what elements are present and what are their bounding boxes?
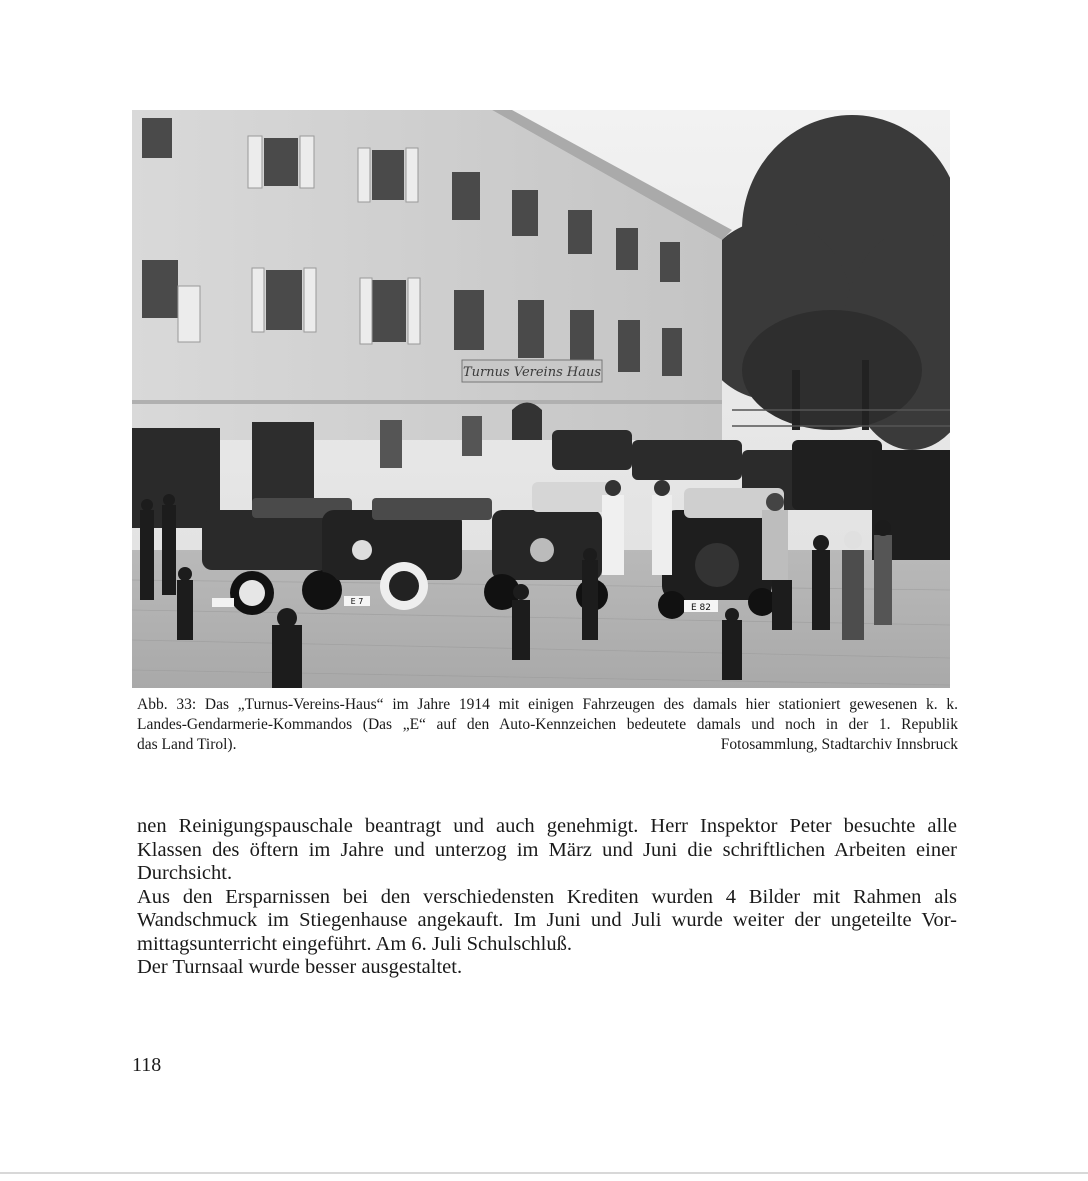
- page-number: 118: [132, 1054, 162, 1076]
- historic-photograph: [132, 110, 950, 688]
- photo-credit: Fotosammlung, Stadtarchiv Innsbruck: [720, 736, 958, 753]
- body-text: [137, 815, 957, 980]
- paragraph-2-line-2: Wandschmuck im Stiegenhause angekauft. Im Juni und Juli wurde weiter der ungeteilte Vor-: [137, 909, 957, 931]
- figure-caption: [137, 695, 958, 755]
- facade-sign: Turnus Vereins Haus: [462, 365, 602, 380]
- paragraph-1-line-3: Durchsicht.: [137, 862, 233, 884]
- caption-line-2: Landes-Gendarmerie-Kommandos (Das „E“ auf den Auto-Kennzeichen bedeutete damals und noch in der 1. Republik: [137, 716, 958, 733]
- paragraph-1: [137, 815, 957, 886]
- paragraph-1-line-1: nen Reinigungspauschale beantragt und auch genehmigt. Herr Inspektor Peter besuchte alle: [137, 815, 957, 837]
- license-plate-2: E 7: [350, 597, 364, 606]
- caption-line-1: Abb. 33: Das „Turnus-Vereins-Haus“ im Jahre 1914 mit einigen Fahrzeugen des damals hier stationiert gewesenen k. k.: [137, 696, 958, 713]
- paragraph-1-line-2: Klassen des öftern im Jahre und unterzog im März und Juni die schriftlichen Arbeiten einer: [137, 838, 957, 861]
- paragraph-2-line-3: mittagsunterricht eingeführt. Am 6. Juli Schulschluß.: [137, 932, 572, 955]
- caption-end: das Land Tirol).: [137, 736, 237, 753]
- caption-line-3: [137, 735, 958, 755]
- license-plate-1: E 82: [691, 603, 711, 613]
- paragraph-3-line-1: Der Turnsaal wurde besser ausgestaltet.: [137, 956, 463, 978]
- scan-edge-line: [0, 1172, 1088, 1174]
- paragraph-2-line-1: Aus den Ersparnissen bei den verschiedensten Krediten wurden 4 Bilder mit Rahmen als: [137, 885, 957, 908]
- photo-illustration: [132, 110, 950, 688]
- paragraph-2: [137, 886, 957, 957]
- paragraph-3: [137, 956, 957, 980]
